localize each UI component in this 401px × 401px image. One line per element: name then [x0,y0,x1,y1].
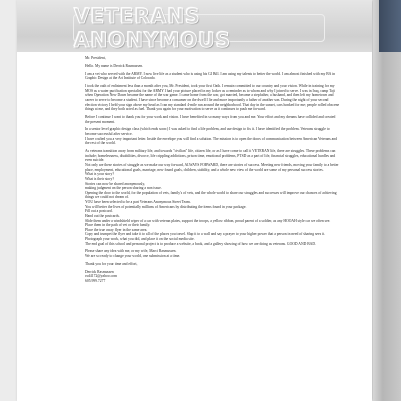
paragraph-line: making judgment on the person sharing a non issue. [85,186,162,191]
paragraph-line: The end goal of this school and personal project is to produce a website, a book, and a gallery showing of how we are doing as veterans. GOOD AND BAD. [85,241,316,246]
paragraph-line: In a senior level graphic design class (which ends soon:) I was asked to find a life problem, and use design to fix it. I have identified the problem. Veterans struggle to become successful after service. [85,127,330,137]
paragraph-list [85,72,340,267]
paragraph-line: Photograph your work, what you did, and place it on the social media site. [85,237,195,241]
letter-paragraph [85,127,340,146]
paragraph-line: Opening the door to the world, for the population of vets, family's of vets, and the whole world to share our struggles and successes will improve our chances of achieving things we could not dream of. [85,190,337,200]
paragraph-line: Before I continue I want to thank you for your work and vision. I have benefited in so many ways from you and me. Your effort and my dreams have collided and created the present moment. [85,115,336,124]
letter-page [17,0,372,401]
paragraph-line: Thank you for your time and effort, [85,261,138,266]
paragraph-line: You will better the lives of potentially millions of Americans by distributing the items found in your package. [85,204,247,209]
salutation: Mr. President, [85,56,106,60]
paragraph-line: Place them in the path of vet or their family. [85,223,151,228]
letter-paragraph [85,262,340,267]
paragraph-line: Not only are these stories of struggle as we make our way forward, ALWAYS FORWARD, there are stories of success. Meeting new friends, moving your family to a better place, employment, educational goals, marriage, new found goals, children, stability, and a whole new view of the world are some of my personal success stories. [85,163,339,172]
paragraph-line: I have crafted you a very important letter. Inside the envelope you will find a solution. The mission is to open the doors of communication between American Veterans and the rest of the world. [85,136,337,146]
paragraph-line: Place the true away flyer in the same area. [85,227,148,232]
letter-paragraph [85,84,340,112]
binder-spine [373,0,401,401]
signature-email: rxd4172@yahoo.com [85,274,117,279]
paragraph-line: Copy and trumpet the flyer and take it to all of the places you travel. Slap it to a wall and say a prayer to your higher power that a person in need of sharing sees it. [85,232,326,237]
paragraph-line: We are so ready to change your world, one submission at a time. [85,254,181,259]
letter-paragraph [85,72,340,81]
letter-paragraph [85,149,340,246]
paragraph-line: As veterans transition away from military life, and towards "civilian" life, citizen life, or as I have come to call it VETERAN life, there are struggles. These problems can include; homelessness, disabilities, divorce, life crippling addictions, prison time, emotional problems, PTSD as a part of life, financial struggles, educational hurdles and even suicide. [85,149,336,163]
signature-block [85,270,340,284]
signature-phone: 605.999.7277 [85,278,106,283]
letter-paragraph [85,115,340,124]
greeting: Hello. My name is Derrick Rasmussen. [85,63,144,68]
paragraph-line: Please share any idea with me, or my wife, Marci Rasmussen. [85,249,177,254]
paragraph-line: I took the oath of enlistment less than a month after you, Mr. President, took your first Oath. I remain committed to our country and your vision. While in training for my MOS as a water purification specialist for the ARMY I had your picture placed in my locker as a reminder as to whom and why I joined to serve. I was in Iraq, camp Taji when Operation New Dawn became the name of the war game. I came home from the war, got married, became a stepfather, a husband, and then left my hometown and career to serve to become a student. I have since become a consumer on the dwell I lie and more importantly a father of another son. During the night of your second election victory I held your sign above my head as I ran my standard 4-mile run around the neighborhood. That day in the sunset, cars honked for me; people rolled obscene things at me, and they both acted as fuel. Thank you again for your motivation to serve as it continues to push me forward. [85,84,340,112]
paragraph-line: Slide them under a windshield wiper of a car with veteran plates, support the troops, a yellow ribbon, proud parent of a soldier, as any HOOAH style car we often see. [85,218,331,223]
paragraph-line: I am a vet who served with the ARMY. I now live life as a student who is using his GI Bill. I am using my talents to better the world. I am almost finished with my BA in Graphic Design at the Art Institute of Colorado. [85,71,335,81]
paragraph-line: Hand out the postcards. [85,213,120,218]
binder-spine-cap [379,0,401,52]
paragraph-line: Fill out a postcard. [85,209,113,214]
paragraph-line: Stories can now be shared anonymously, [85,181,145,186]
letter-paragraph [85,249,340,258]
letter-body [85,56,340,284]
paragraph-line: What is your story? [85,172,114,177]
paragraph-line: YOU have been selected to be a part Veterans Anonymous Street Team. [85,200,191,204]
masthead-logo: VETERANS ANONYMOUS [73,14,325,42]
signature-name: Derrick Rasmussen [85,269,114,274]
paragraph-line: What is their story? [85,176,114,181]
